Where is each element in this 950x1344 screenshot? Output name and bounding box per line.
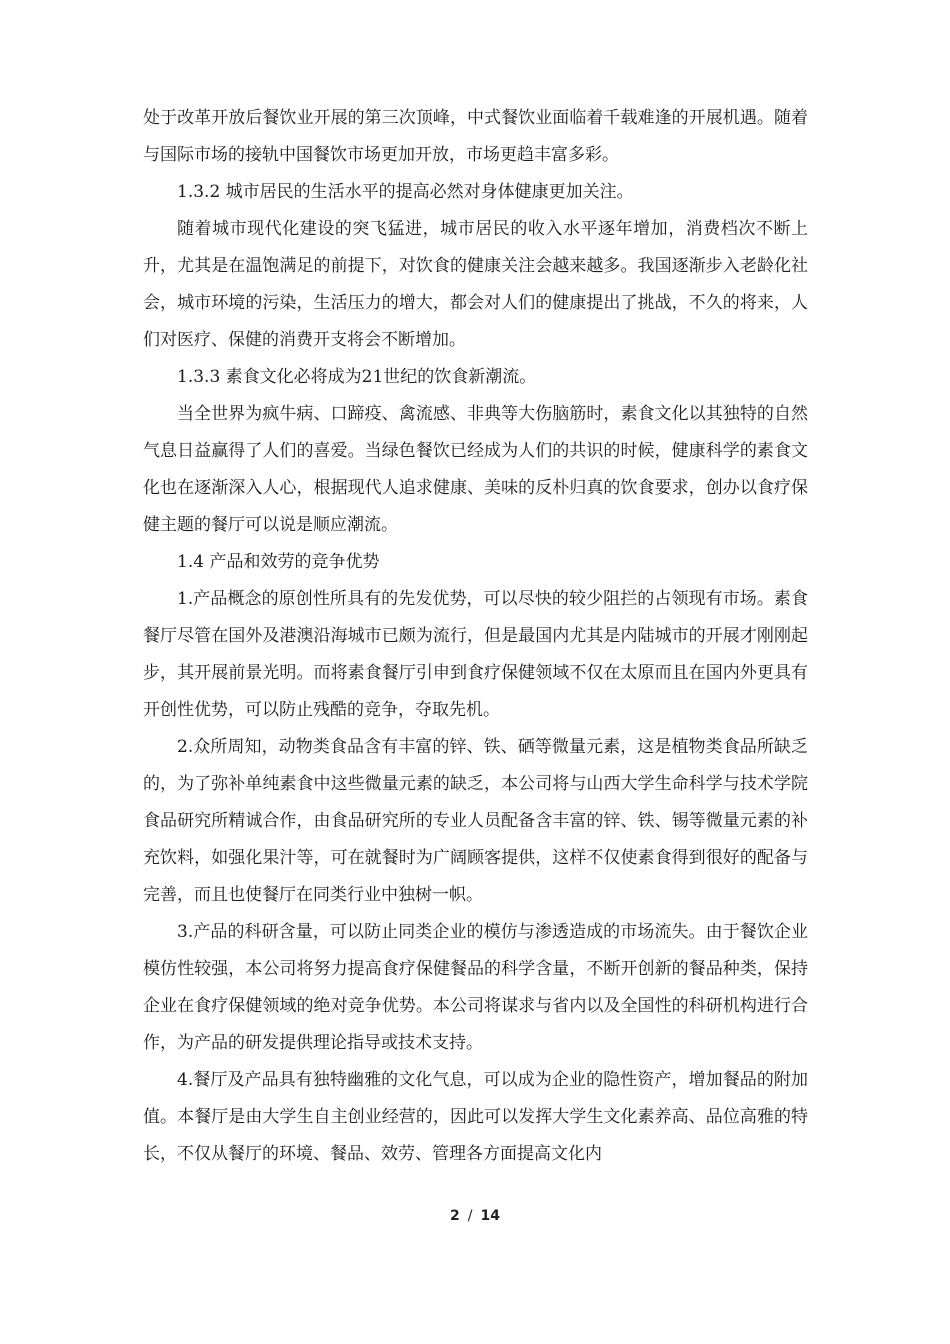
paragraph-advantage-4: 4.餐厅及产品具有独特幽雅的文化气息，可以成为企业的隐性资产，增加餐品的附加值。本餐厅是由大学生自主创业经营的，因此可以发挥大学生文化素养高、品位高雅的特长，不仅从餐厅的环境、餐品、效劳、管理各方面提高文化内 (143, 1070, 808, 1164)
paragraph-advantage-3: 3.产品的科研含量，可以防止同类企业的模仿与渗透造成的市场流失。由于餐饮企业模仿性较强，本公司将努力提高食疗保健餐品的科学含量，不断开创新的餐品种类，保持企业在食疗保健领域的绝对竞争优势。本公司将谋求与省内以及全国性的科研机构进行合作，为产品的研发提供理论指导或技术支持。 (143, 922, 808, 1053)
paragraph-living-standards: 随着城市现代化建设的突飞猛进，城市居民的收入水平逐年增加，消费档次不断上升，尤其是在温饱满足的前提下，对饮食的健康关注会越来越多。我国逐渐步入老龄化社会，城市环境的污染，生活压力的增大，都会对人们的健康提出了挑战，不久的将来，人们对医疗、保健的消费开支将会不断增加。 (143, 219, 808, 350)
document-body (143, 100, 808, 1173)
page-separator: / (467, 1208, 473, 1224)
paragraph-vegetarian-culture: 当全世界为疯牛病、口蹄疫、禽流感、非典等大伤脑筋时，素食文化以其独特的自然气息日益赢得了人们的喜爱。当绿色餐饮已经成为人们的共识的时候，健康科学的素食文化也在逐渐深入人心，根据现代人追求健康、美味的反朴归真的饮食要求，创办以食疗保健主题的餐厅可以说是顺应潮流。 (143, 404, 808, 535)
section-heading-1-4: 1.4 产品和效劳的竞争优势 (177, 552, 380, 572)
paragraph-continuation: 处于改革开放后餐饮业开展的第三次顶峰，中式餐饮业面临着千载难逢的开展机遇。随着与国际市场的接轨中国餐饮市场更加开放，市场更趋丰富多彩。 (143, 108, 808, 165)
paragraph-advantage-1: 1.产品概念的原创性所具有的先发优势，可以尽快的较少阻拦的占领现有市场。素食餐厅尽管在国外及港澳沿海城市已颇为流行，但是最国内尤其是内陆城市的开展才刚刚起步，其开展前景光明。而将素食餐厅引申到食疗保健领域不仅在太原而且在国内外更具有开创性优势，可以防止残酷的竞争，夺取先机。 (143, 589, 808, 720)
section-heading-1-3-2: 1.3.2 城市居民的生活水平的提高必然对身体健康更加关注。 (177, 182, 634, 202)
total-page-count: 14 (480, 1208, 500, 1224)
page-number-footer (0, 1208, 950, 1224)
current-page-number: 2 (450, 1208, 460, 1224)
paragraph-advantage-2: 2.众所周知，动物类食品含有丰富的锌、铁、硒等微量元素，这是植物类食品所缺乏的，为了弥补单纯素食中这些微量元素的缺乏，本公司将与山西大学生命科学与技术学院食品研究所精诚合作，由食品研究所的专业人员配备含丰富的锌、铁、锡等微量元素的补充饮料，如强化果汁等，可在就餐时为广阔顾客提供，这样不仅使素食得到很好的配备与完善，而且也使餐厅在同类行业中独树一帜。 (143, 737, 808, 905)
section-heading-1-3-3: 1.3.3 素食文化必将成为21世纪的饮食新潮流。 (177, 367, 537, 387)
